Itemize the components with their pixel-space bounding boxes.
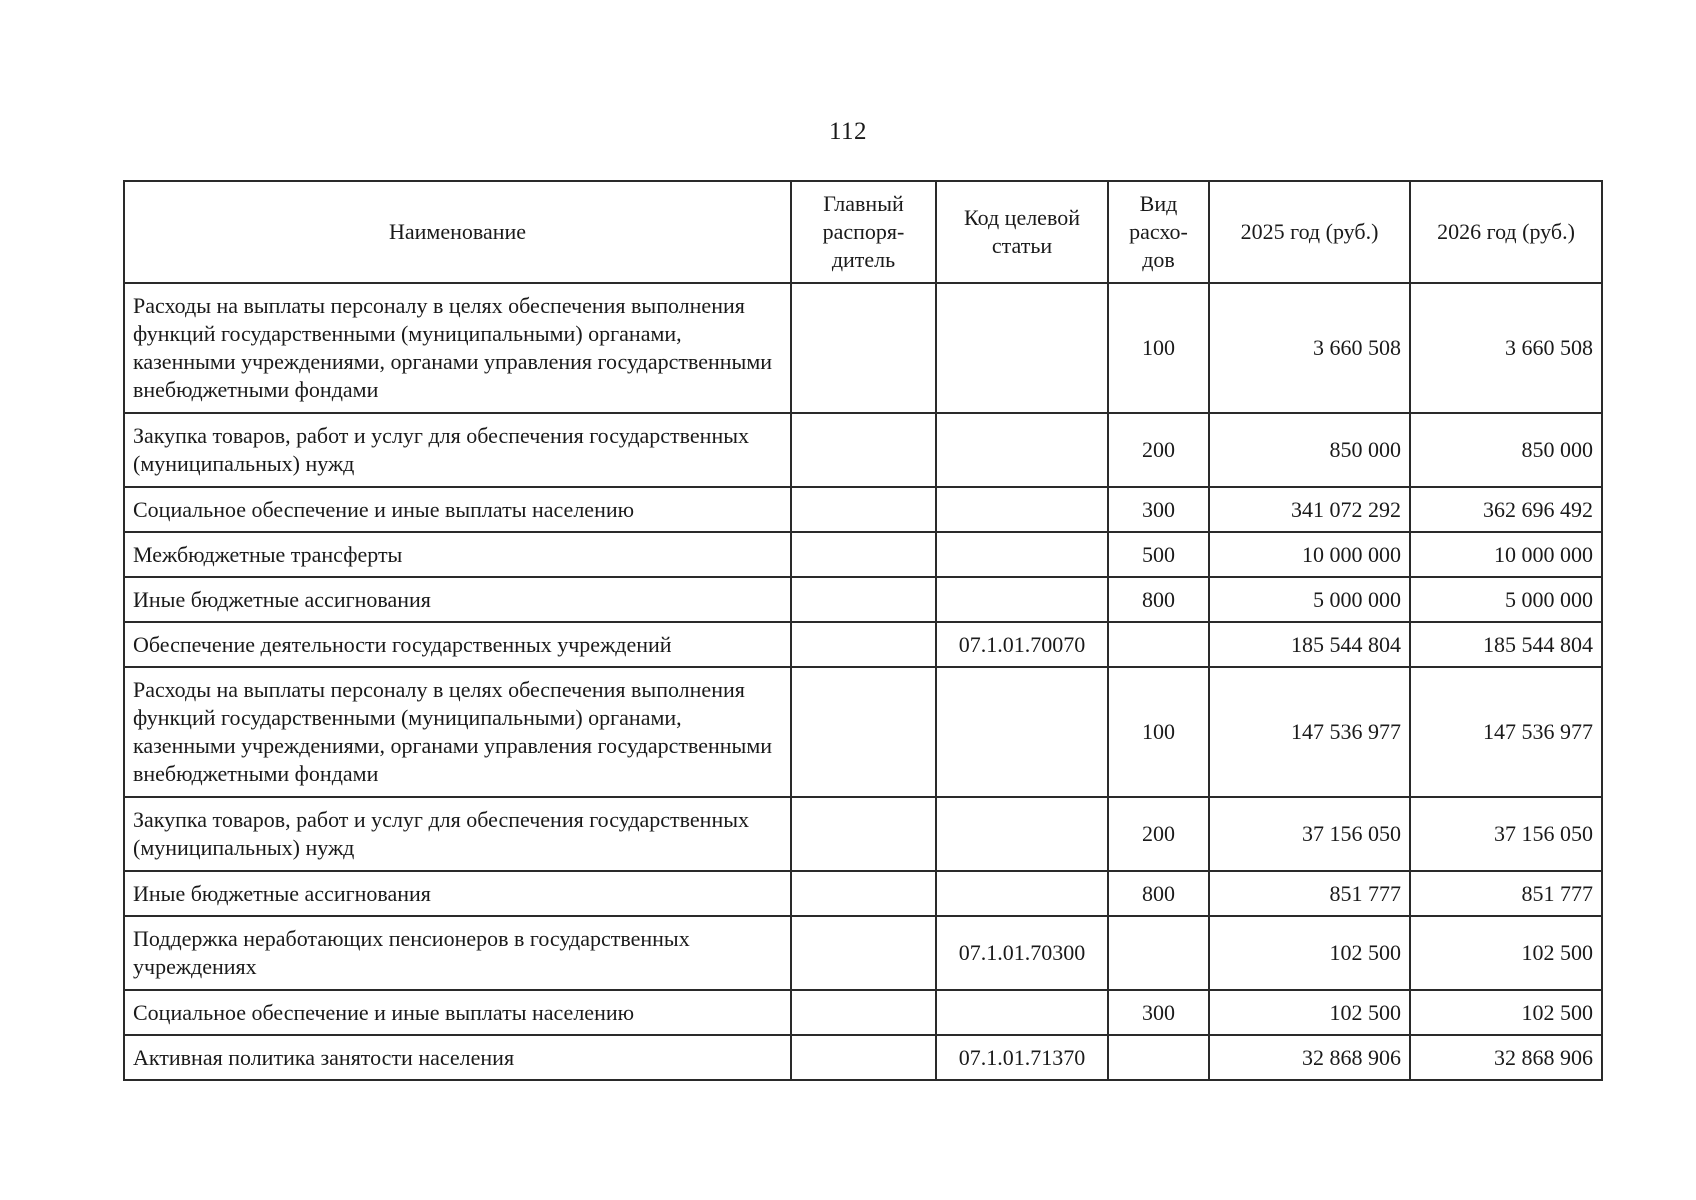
- row-code: 07.1.01.70070: [936, 622, 1108, 667]
- table-row: [124, 990, 1602, 1035]
- row-2026: 5 000 000: [1410, 577, 1602, 622]
- row-code: [936, 413, 1108, 487]
- row-2025: 3 660 508: [1209, 283, 1410, 413]
- row-code: [936, 487, 1108, 532]
- table-row: [124, 871, 1602, 916]
- row-2026: 102 500: [1410, 916, 1602, 990]
- row-vid: 200: [1108, 797, 1209, 871]
- row-code: [936, 577, 1108, 622]
- row-chief: [791, 622, 936, 667]
- row-2026: 850 000: [1410, 413, 1602, 487]
- table-row: [124, 487, 1602, 532]
- row-vid: 800: [1108, 871, 1209, 916]
- row-vid: 500: [1108, 532, 1209, 577]
- table-row: [124, 916, 1602, 990]
- row-2025: 5 000 000: [1209, 577, 1410, 622]
- row-chief: [791, 487, 936, 532]
- row-chief: [791, 283, 936, 413]
- row-name: Иные бюджетные ассигнования: [124, 577, 791, 622]
- row-2025: 102 500: [1209, 990, 1410, 1035]
- row-2025: 851 777: [1209, 871, 1410, 916]
- row-name: Закупка товаров, работ и услуг для обеспечения государственных (муниципальных) нужд: [124, 797, 791, 871]
- row-2026: 32 868 906: [1410, 1035, 1602, 1080]
- row-vid: [1108, 1035, 1209, 1080]
- page-number: 112: [828, 118, 868, 145]
- row-2025: 102 500: [1209, 916, 1410, 990]
- table-row: [124, 797, 1602, 871]
- row-vid: 300: [1108, 487, 1209, 532]
- row-2025: 185 544 804: [1209, 622, 1410, 667]
- table-row: [124, 667, 1602, 797]
- row-code: [936, 532, 1108, 577]
- row-chief: [791, 577, 936, 622]
- header-name: Наименование: [124, 181, 791, 283]
- row-vid: [1108, 916, 1209, 990]
- row-name: Социальное обеспечение и иные выплаты населению: [124, 487, 791, 532]
- row-2026: 147 536 977: [1410, 667, 1602, 797]
- header-expense-type: Вид расхо-дов: [1108, 181, 1209, 283]
- row-code: [936, 667, 1108, 797]
- row-2026: 3 660 508: [1410, 283, 1602, 413]
- row-vid: 300: [1108, 990, 1209, 1035]
- row-code: [936, 990, 1108, 1035]
- row-name: Расходы на выплаты персоналу в целях обеспечения выполнения функций государственными (муниципальными) органами, казенными учреждениями, органами управления государственными внебюджетными фондами: [124, 283, 791, 413]
- row-chief: [791, 413, 936, 487]
- budget-table: [123, 180, 1603, 1081]
- row-code: 07.1.01.70300: [936, 916, 1108, 990]
- row-2026: 362 696 492: [1410, 487, 1602, 532]
- row-chief: [791, 1035, 936, 1080]
- row-2026: 10 000 000: [1410, 532, 1602, 577]
- row-2026: 37 156 050: [1410, 797, 1602, 871]
- header-year-2026: 2026 год (руб.): [1410, 181, 1602, 283]
- row-2026: 102 500: [1410, 990, 1602, 1035]
- row-2026: 851 777: [1410, 871, 1602, 916]
- row-chief: [791, 667, 936, 797]
- row-code: [936, 871, 1108, 916]
- table-row: [124, 532, 1602, 577]
- row-name: Социальное обеспечение и иные выплаты населению: [124, 990, 791, 1035]
- row-2025: 32 868 906: [1209, 1035, 1410, 1080]
- row-2025: 147 536 977: [1209, 667, 1410, 797]
- row-chief: [791, 916, 936, 990]
- header-target-code: Код целевой статьи: [936, 181, 1108, 283]
- row-name: Поддержка неработающих пенсионеров в государственных учреждениях: [124, 916, 791, 990]
- row-name: Обеспечение деятельности государственных учреждений: [124, 622, 791, 667]
- table-row: [124, 413, 1602, 487]
- row-name: Межбюджетные трансферты: [124, 532, 791, 577]
- row-chief: [791, 990, 936, 1035]
- row-chief: [791, 532, 936, 577]
- row-vid: 100: [1108, 283, 1209, 413]
- row-2026: 185 544 804: [1410, 622, 1602, 667]
- table-header-row: [124, 181, 1602, 283]
- row-vid: [1108, 622, 1209, 667]
- row-vid: 100: [1108, 667, 1209, 797]
- row-code: [936, 797, 1108, 871]
- row-2025: 341 072 292: [1209, 487, 1410, 532]
- row-code: 07.1.01.71370: [936, 1035, 1108, 1080]
- row-chief: [791, 871, 936, 916]
- row-2025: 37 156 050: [1209, 797, 1410, 871]
- row-name: Иные бюджетные ассигнования: [124, 871, 791, 916]
- table-row: [124, 577, 1602, 622]
- row-vid: 200: [1108, 413, 1209, 487]
- row-name: Активная политика занятости населения: [124, 1035, 791, 1080]
- row-2025: 850 000: [1209, 413, 1410, 487]
- table-row: [124, 283, 1602, 413]
- header-year-2025: 2025 год (руб.): [1209, 181, 1410, 283]
- row-chief: [791, 797, 936, 871]
- header-chief-manager: Главный распоря-дитель: [791, 181, 936, 283]
- row-2025: 10 000 000: [1209, 532, 1410, 577]
- table-row: [124, 1035, 1602, 1080]
- row-code: [936, 283, 1108, 413]
- row-name: Расходы на выплаты персоналу в целях обеспечения выполнения функций государственными (муниципальными) органами, казенными учреждениями, органами управления государственными внебюджетными фондами: [124, 667, 791, 797]
- table-row: [124, 622, 1602, 667]
- row-vid: 800: [1108, 577, 1209, 622]
- row-name: Закупка товаров, работ и услуг для обеспечения государственных (муниципальных) нужд: [124, 413, 791, 487]
